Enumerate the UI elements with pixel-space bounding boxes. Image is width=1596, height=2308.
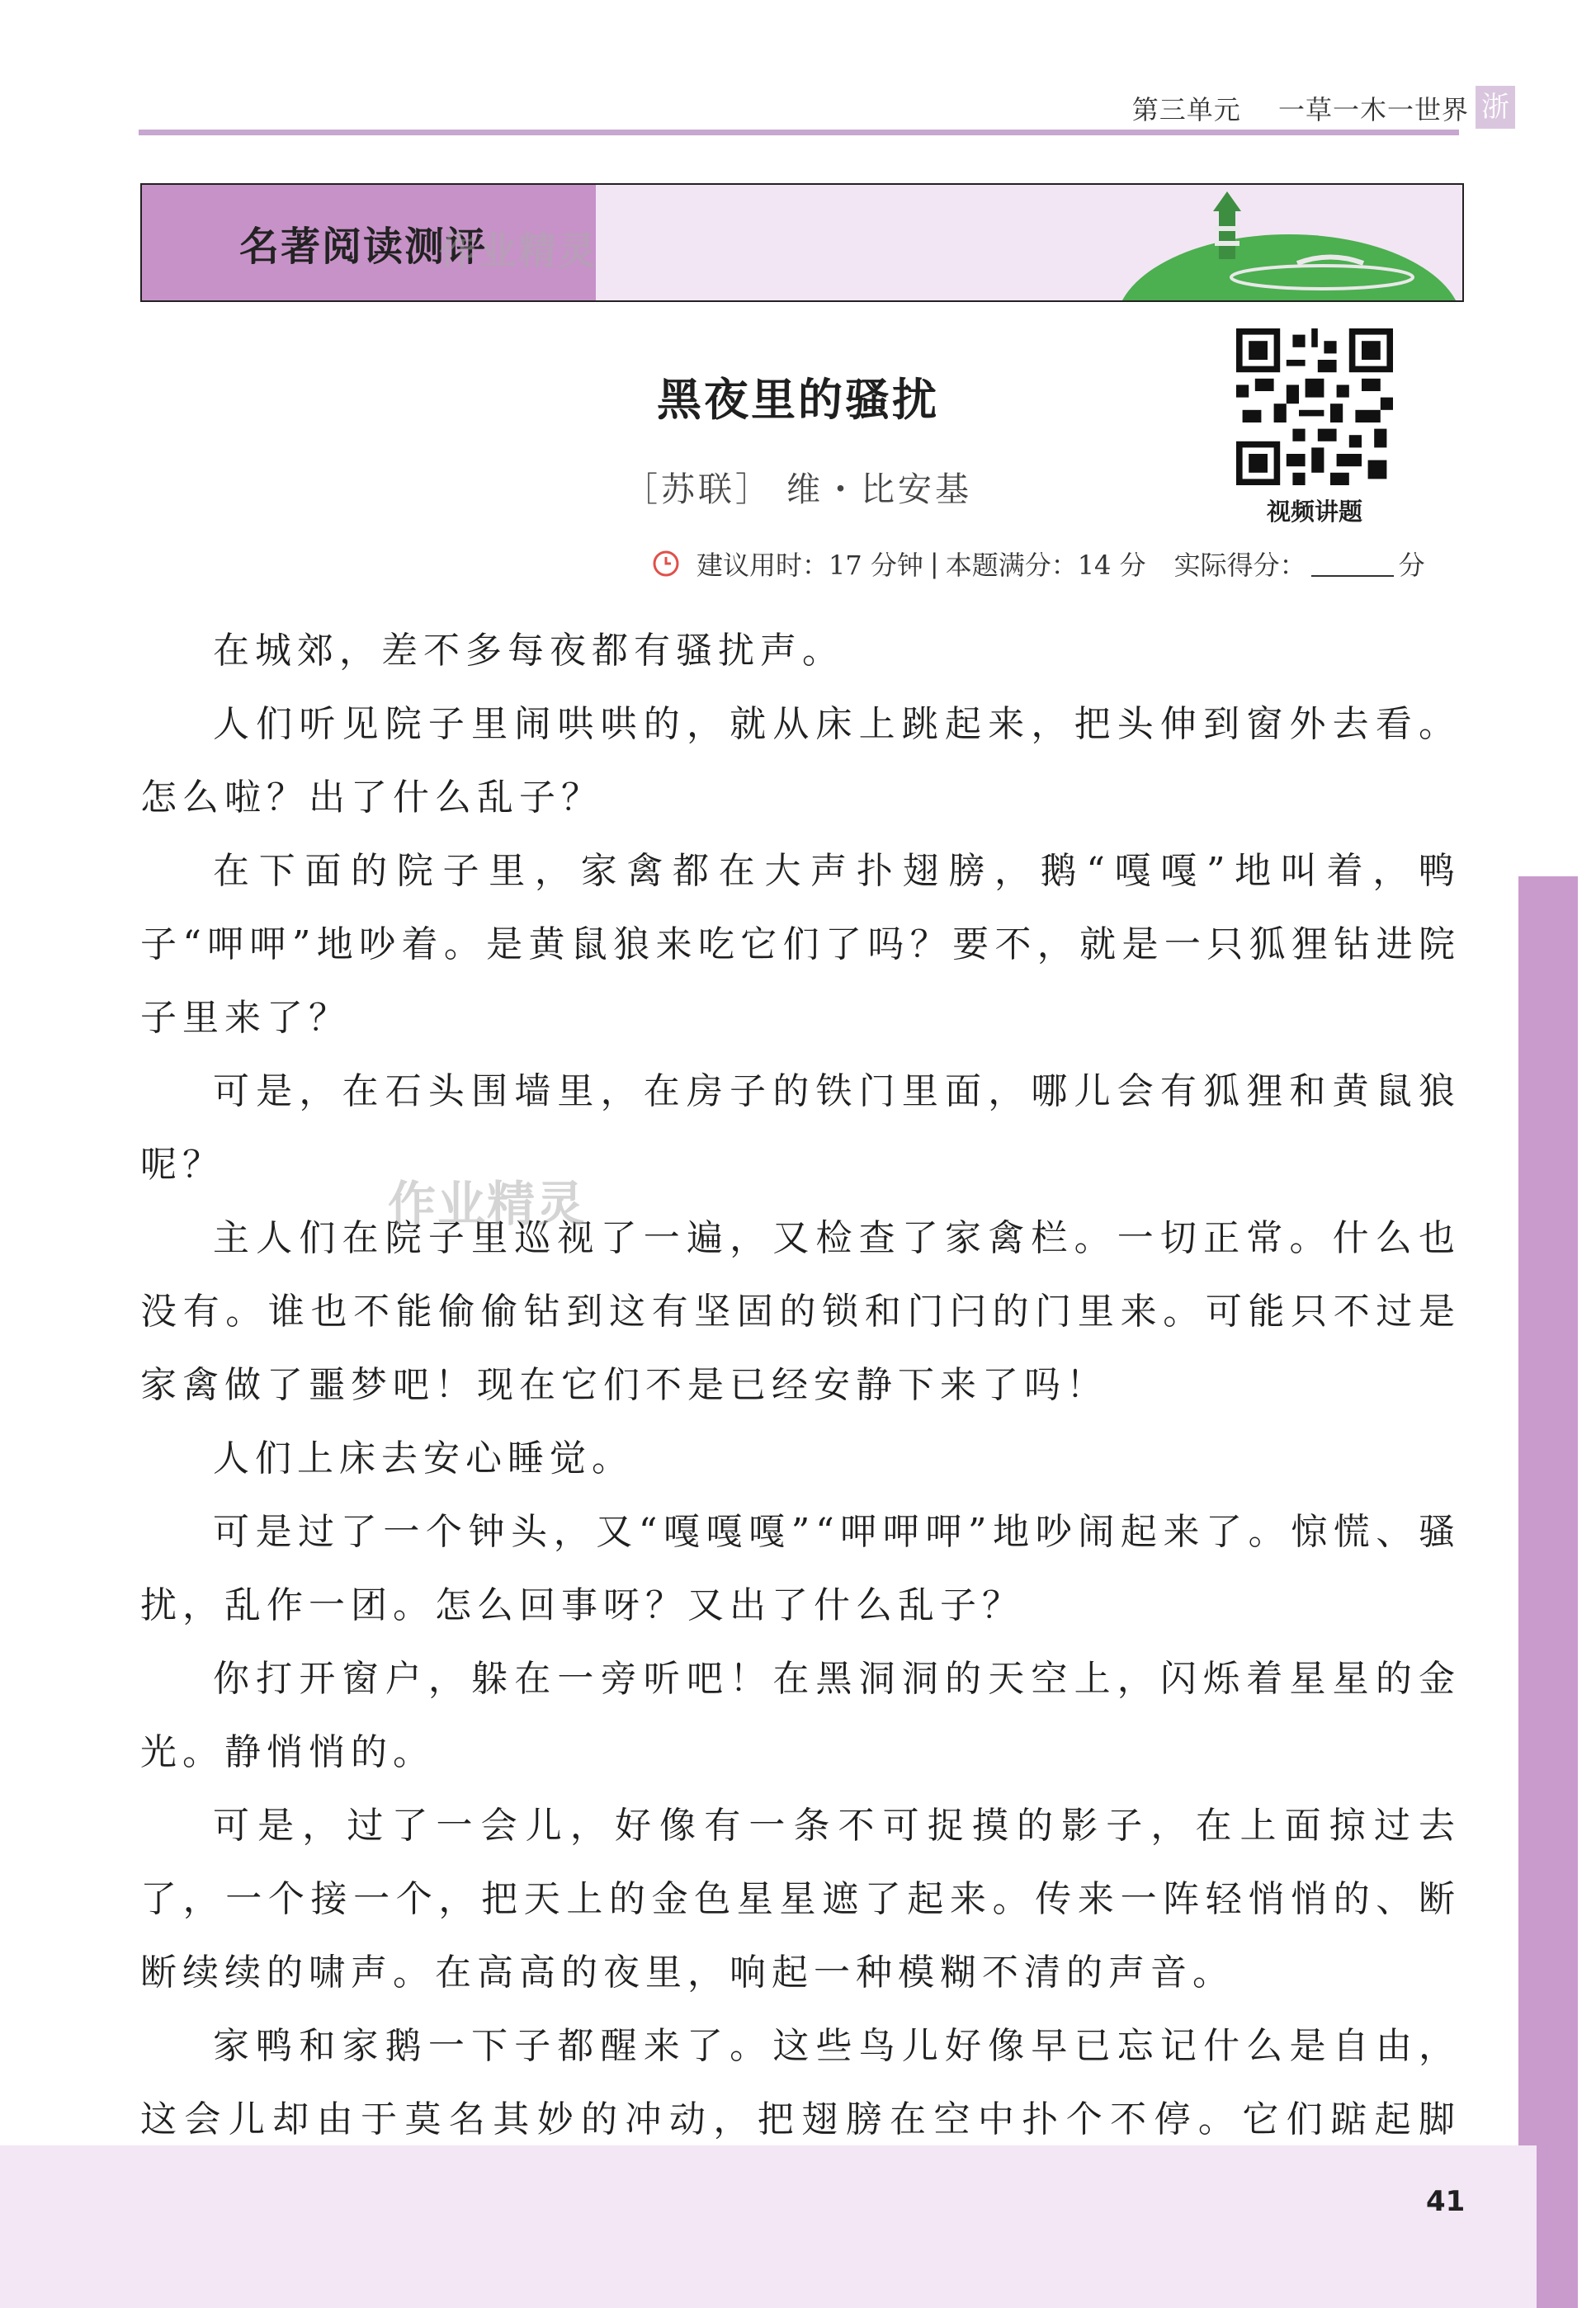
province-mark: 浙 [1476,86,1515,129]
full-score: 本题满分：14 分 [945,550,1146,581]
score-unit: 分 [1398,550,1425,581]
unit-label: 第三单元 [1131,94,1241,125]
paragraph: 在城郊，差不多每夜都有骚扰声。 [213,630,844,672]
paragraph: 人们上床去安心睡觉。 [213,1437,634,1480]
score-blank-field[interactable] [1311,550,1394,577]
meta-separator: | [929,548,939,579]
paragraph: 可是过了一个钟头，又“嘎嘎嘎”“呷呷呷”地吵闹起来了。惊慌、骚扰，乱作一团。怎么回事呀？又出了什么乱子？ [140,1511,1461,1626]
paragraph: 可是，过了一会儿，好像有一条不可捉摸的影子，在上面掠过去了，一个接一个，把天上的金色星星遮了起来。传来一阵轻悄悄的、断断续续的啸声。在高高的夜里，响起一种模糊不清的声音。 [140,1805,1461,1994]
paragraph: 你打开窗户，躲在一旁听吧！在黑洞洞的天空上，闪烁着星星的金光。静悄悄的。 [140,1658,1461,1773]
page-number: 41 [1426,2185,1466,2218]
paragraph: 家鸭和家鹅一下子都醒来了。这些鸟儿好像早已忘记什么是自由，这会儿却由于莫名其妙的冲动，把翅膀在空中扑个不停。它们踮起脚 [140,2025,1461,2140]
paragraph: 人们听见院子里闹哄哄的，就从床上跳起来，把头伸到窗外去看。怎么啦？出了什么乱子？ [140,703,1461,819]
article-author: ［苏联］ 维・比安基 [623,470,973,509]
clock-icon [652,550,680,578]
topic-label: 一草一木一世界 [1277,94,1469,125]
suggested-time: 建议用时：17 分钟 [696,550,923,581]
header-divider [139,130,1459,135]
banner-watermark: 作业精灵 [439,229,597,273]
meta-line [652,545,1425,583]
paragraph: 在下面的院子里，家禽都在大声扑翅膀，鹅“嘎嘎”地叫着，鸭子“呷呷”地吵着。是黄鼠狼来吃它们了吗？要不，就是一只狐狸钻进院子里来了？ [140,850,1461,1039]
pagoda-hill-icon [1116,185,1462,300]
section-banner [140,183,1464,302]
running-header [1132,89,1469,127]
section-title: 名著阅读测评 [239,224,488,270]
footer-band [0,2145,1537,2308]
article-body [140,614,1461,2230]
side-tab [1518,876,1578,2308]
actual-score-label: 实际得分： [1173,550,1306,581]
qr-label: 视频讲题 [1266,498,1362,526]
body-watermark: 作业精灵 [388,1176,587,1232]
paragraph: 可是，在石头围墙里，在房子的铁门里面，哪儿会有狐狸和黄鼠狼呢？ [140,1070,1461,1186]
paragraph: 主人们在院子里巡视了一遍，又检查了家禽栏。一切正常。什么也没有。谁也不能偷偷钻到这有坚固的锁和门闩的门里来。可能只不过是家禽做了噩梦吧！现在它们不是已经安静下来了吗！ [140,1217,1461,1406]
article-title: 黑夜里的骚扰 [657,374,939,426]
